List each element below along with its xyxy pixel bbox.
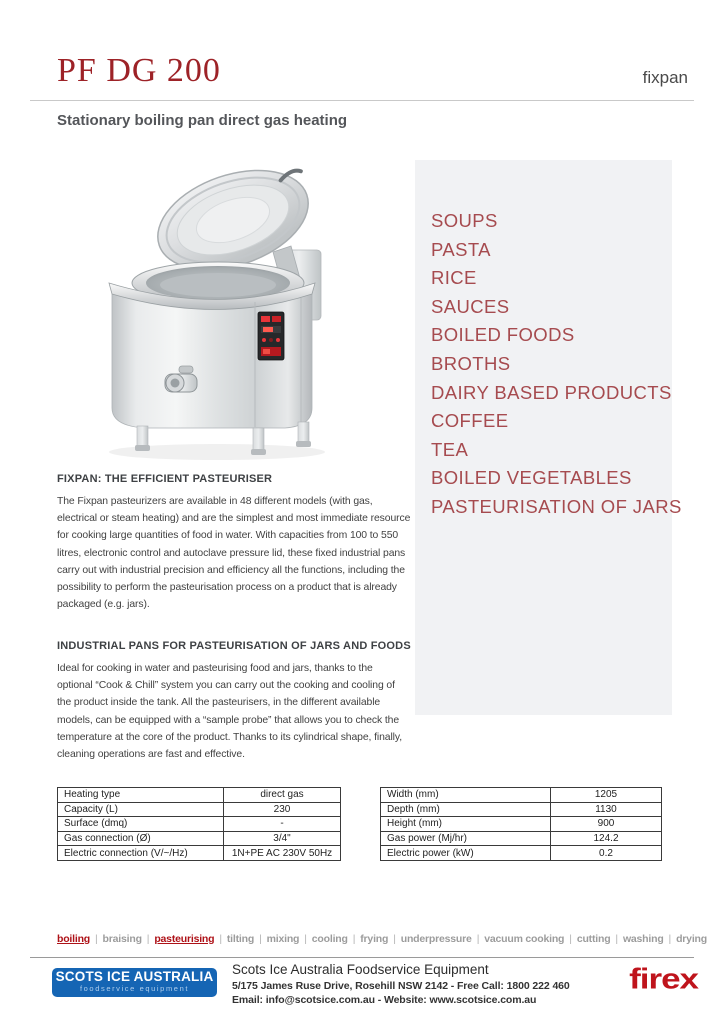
page-title: PF DG 200 (57, 52, 221, 89)
spec-row (58, 846, 341, 861)
spec-row (381, 802, 662, 817)
category-item (484, 933, 577, 945)
spec-label: Height (mm) (381, 817, 551, 832)
spec-row (58, 788, 341, 803)
section-industrial-pans (57, 640, 411, 763)
category-label: tilting (226, 933, 255, 945)
application-item: BOILED FOODS (431, 324, 575, 346)
spec-label: Capacity (L) (58, 802, 224, 817)
spec-value: 0.2 (551, 846, 662, 861)
category-label: vacuum cooking (484, 933, 565, 945)
category-item (401, 933, 484, 945)
category-label: washing (622, 933, 664, 945)
application-item: BROTHS (431, 352, 511, 374)
section-fixpan (57, 473, 411, 613)
application-item: SOUPS (431, 210, 498, 231)
application-item: TEA (431, 438, 469, 460)
section-heading: FIXPAN: THE EFFICIENT PASTEURISER (57, 473, 273, 485)
spec-label: Electric power (kW) (381, 846, 551, 861)
spec-value: 1130 (551, 802, 662, 817)
product-range-label: fixpan (642, 68, 688, 87)
product-image (105, 150, 415, 480)
header-divider (30, 100, 694, 101)
category-item (623, 933, 676, 945)
firex-logo: firex (629, 963, 698, 996)
category-label: boiling (57, 933, 91, 945)
spec-value: - (224, 817, 341, 832)
section-heading: INDUSTRIAL PANS FOR PASTEURISATION OF JARS AND FOODS (57, 640, 411, 652)
category-item (154, 933, 227, 945)
category-label: mixing (266, 933, 300, 945)
spec-label: Electric connection (V/~/Hz) (58, 846, 224, 861)
spec-value: 900 (551, 817, 662, 832)
spec-row (58, 802, 341, 817)
spec-label: Width (mm) (381, 788, 551, 803)
spec-value: 1N+PE AC 230V 50Hz (224, 846, 341, 861)
spec-value: 230 (224, 802, 341, 817)
section-body: The Fixpan pasteurizers are available in 48 different models (with gas, electrical or steam heating) and are the simplest and most immediate resource for cooking large quantities of food in water. With capacities from 100 to 550 litres, electronic control and autoclave pressure lid, these fixed industrial pans carry out with industrial precision and efficiency all the functions, including the possibility to perform the pasteurisation process on a product that is already packaged (e.g. jars). (57, 496, 411, 611)
footer-divider (30, 957, 694, 958)
application-item: PASTEURISATION OF JARS (431, 495, 682, 517)
application-item: SAUCES (431, 295, 510, 317)
spec-row (381, 846, 662, 861)
footer-company-name: Scots Ice Australia Foodservice Equipment (232, 962, 489, 977)
spec-row (381, 831, 662, 846)
category-item (57, 933, 103, 945)
applications-panel (415, 160, 682, 715)
boiling-pan-illustration (105, 150, 415, 480)
spec-value: direct gas (224, 788, 341, 803)
category-item (103, 933, 155, 945)
category-label: braising (102, 933, 142, 945)
category-label: frying (360, 933, 389, 945)
spec-value: 1205 (551, 788, 662, 803)
category-item (360, 933, 401, 945)
category-item (312, 933, 360, 945)
footer-address: 5/175 James Ruse Drive, Rosehill NSW 2142 - Free Call: 1800 222 460 (232, 980, 570, 992)
footer-contact-block (232, 962, 570, 1008)
scots-ice-logo-title: SCOTS ICE AUSTRALIA (55, 969, 214, 984)
scots-ice-logo-tagline: foodservice equipment (79, 984, 190, 993)
category-label: drying (676, 933, 707, 945)
spec-label: Gas connection (Ø) (58, 831, 224, 846)
footer-email-website: Email: info@scotsice.com.au - Website: www.scotsice.com.au (232, 994, 537, 1006)
product-subtitle: Stationary boiling pan direct gas heating (57, 112, 348, 129)
section-body: Ideal for cooking in water and pasteurising food and jars, thanks to the optional “Cook & Chill” system you can carry out the cooking and cooling of the product inside the tank. All the pasteurisers, in the different available models, can be equipped with a “sample probe” that allows you to check the temperature at the core of the product. Thanks to its cylindrical shape, finally, cleaning operations are fast and effective. (57, 663, 402, 761)
spec-label: Surface (dmq) (58, 817, 224, 832)
application-item: DAIRY BASED PRODUCTS (431, 381, 672, 403)
spec-label: Gas power (Mj/hr) (381, 831, 551, 846)
spec-value: 124.2 (551, 831, 662, 846)
spec-table-left (57, 787, 341, 861)
category-label: underpressure (400, 933, 472, 945)
scots-ice-logo (52, 968, 217, 997)
spec-value: 3/4" (224, 831, 341, 846)
spec-row (58, 817, 341, 832)
spec-row (58, 831, 341, 846)
application-item: PASTA (431, 238, 491, 260)
spec-row (381, 817, 662, 832)
application-item: RICE (431, 267, 477, 289)
spec-row (381, 788, 662, 803)
category-strip (57, 933, 707, 945)
category-item (227, 933, 267, 945)
category-item (676, 933, 707, 945)
application-item: BOILED VEGETABLES (431, 467, 632, 489)
spec-label: Heating type (58, 788, 224, 803)
category-label: cooling (311, 933, 348, 945)
category-label: cutting (576, 933, 611, 945)
category-label: pasteurising (154, 933, 215, 945)
spec-table-right (380, 787, 662, 861)
spec-label: Depth (mm) (381, 802, 551, 817)
application-item: COFFEE (431, 410, 509, 432)
category-item (577, 933, 623, 945)
category-item (267, 933, 312, 945)
